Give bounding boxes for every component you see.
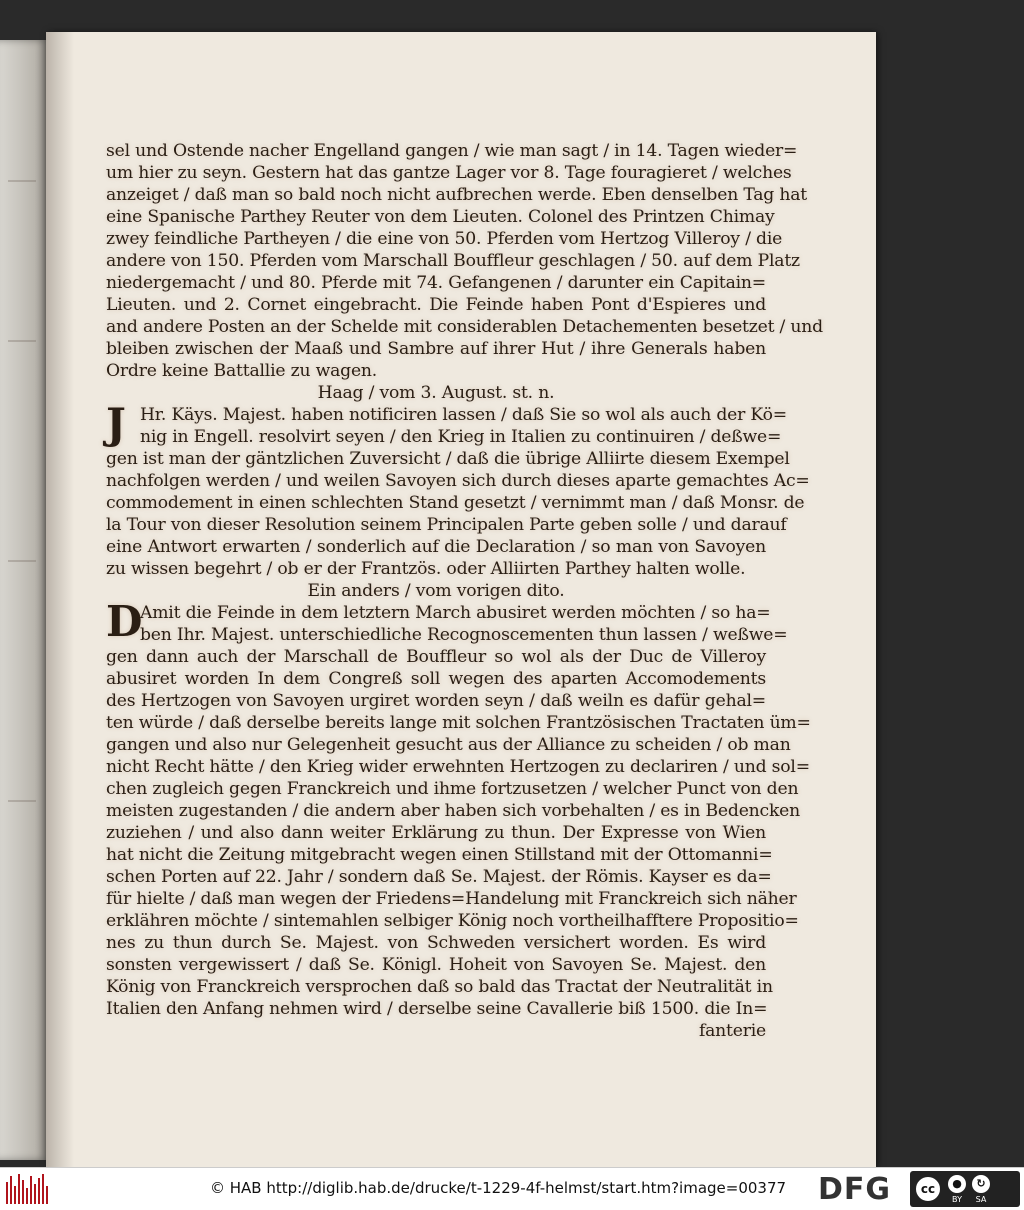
text-line: ben Ihr. Majest. unterschiedliche Recognoscementen thun lassen / weßwe= xyxy=(140,625,788,645)
edge-mark xyxy=(8,800,36,802)
text-line: ten würde / daß derselbe bereits lange mit solchen Frantzösischen Tractaten üm= xyxy=(106,713,811,733)
text-line: nes zu thun durch Se. Majest. von Schweden versichert worden. Es wird xyxy=(106,933,766,953)
text-line: hat nicht die Zeitung mitgebracht wegen einen Stillstand mit der Ottomanni= xyxy=(106,845,773,865)
text-line: des Hertzogen von Savoyen urgiret worden seyn / daß weiln es dafür gehal= xyxy=(106,691,766,711)
logo-bar xyxy=(22,1180,24,1204)
text-line: Hr. Käys. Majest. haben notificiren lassen / daß Sie so wol als auch der Kö= xyxy=(140,405,787,425)
logo-bar xyxy=(18,1174,20,1204)
text-line: gangen und also nur Gelegenheit gesucht aus der Alliance zu scheiden / ob man xyxy=(106,735,791,755)
text-line: zu wissen begehrt / ob er der Frantzös. oder Alliirten Parthey halten wolle. xyxy=(106,559,746,579)
source-url-link[interactable]: © HAB http://diglib.hab.de/drucke/t-1229-4f-helmst/start.htm?image=00377 xyxy=(210,1179,787,1197)
text-line: abusiret worden In dem Congreß soll wegen des aparten Accomodements xyxy=(106,669,766,689)
text-line: sel und Ostende nacher Engelland gangen / wie man sagt / in 14. Tagen wieder= xyxy=(106,141,798,161)
logo-bar xyxy=(42,1174,44,1204)
dfg-logo: DFG xyxy=(818,1172,892,1207)
text-line: erklähren möchte / sintemahlen selbiger König noch vortheilhafftere Propositio= xyxy=(106,911,799,931)
text-line: gen dann auch der Marschall de Boufflеur so wol als der Duc de Villeroy xyxy=(106,647,766,667)
text-line: chen zugleich gegen Franckreich und ihme fortzusetzen / welcher Punct von den xyxy=(106,779,799,799)
text-line: zwey feindliche Partheyen / die eine von 50. Pferden vom Hertzog Villeroy / die xyxy=(106,229,783,249)
text-line: la Tour von dieser Resolution seinem Principalen Parte geben solle / und darauf xyxy=(106,515,787,535)
drop-cap: D xyxy=(106,597,143,646)
dropcap-lines xyxy=(106,597,788,646)
book-edge-left xyxy=(0,40,50,1160)
section-anders-opening xyxy=(106,597,788,646)
section-heading-ein-anders: Ein anders / vom vorigen dito. xyxy=(307,581,565,601)
drop-cap: J xyxy=(106,399,126,448)
section-heading-haag: Haag / vom 3. August. st. n. xyxy=(317,383,555,403)
attribution-person-icon: ● xyxy=(948,1175,966,1193)
text-line: bleiben zwischen der Maaß und Sambre auf ihrer Hut / ihre Generals haben xyxy=(106,339,766,359)
binding-shadow xyxy=(46,32,74,1168)
text-line: um hier zu seyn. Gestern hat das gantze Lager vor 8. Tage fouragieret / welches xyxy=(106,163,792,183)
logo-bar xyxy=(6,1182,8,1204)
logo-bar xyxy=(26,1188,28,1204)
text-line: meisten zugestanden / die andern aber haben sich vorbehalten / es in Bedencken xyxy=(106,801,801,821)
text-line: commodement in einen schlechten Stand gesetzt / vernimmt man / daß Monsr. de xyxy=(106,493,805,513)
text-line: nicht Recht hätte / den Krieg wider erwehnten Hertzogen zu declariren / und sol= xyxy=(106,757,810,777)
text-line: niedergemacht / und 80. Pferde mit 74. Gefangenen / darunter ein Capitain= xyxy=(106,273,766,293)
text-line: zuziehen / und also dann weiter Erklärung zu thun. Der Expresse von Wien xyxy=(106,823,766,843)
text-line: gen ist man der gäntzlichen Zuversicht / daß die übrige Alliirte diesem Exempel xyxy=(106,449,790,469)
sa-label: SA xyxy=(975,1194,987,1204)
text-line: anzeiget / daß man so bald noch nicht aufbrechen werde. Eben denselben Tag hat xyxy=(106,185,807,205)
by-icon xyxy=(948,1175,966,1204)
text-line: König von Franckreich versprochen daß so bald das Tractat der Neutralität in xyxy=(106,977,773,997)
dropcap-lines xyxy=(106,399,787,448)
text-line: nig in Engell. resolvirt seyen / den Krieg in Italien zu continuiren / deßwe= xyxy=(140,427,782,447)
cc-license-badge[interactable] xyxy=(910,1171,1020,1207)
logo-bar xyxy=(46,1186,48,1204)
edge-mark xyxy=(8,560,36,562)
text-line: eine Spanische Parthey Reuter von dem Lieuten. Colonel des Printzen Chimay xyxy=(106,207,775,227)
sa-icon xyxy=(972,1175,990,1204)
logo-bar xyxy=(34,1184,36,1204)
text-line: nachfolgen werden / und weilen Savoyen sich durch dieses aparte gemachtes Ac= xyxy=(106,471,810,491)
footer-bar xyxy=(0,1167,1024,1210)
cc-icon: cc xyxy=(914,1175,942,1203)
text-line: andere von 150. Pferden vom Marschall Boufflеur geschlagen / 50. auf dem Platz xyxy=(106,251,800,271)
logo-bar xyxy=(38,1178,40,1204)
section-haag-opening xyxy=(106,399,787,448)
logo-bar xyxy=(10,1176,12,1204)
hab-logo-icon xyxy=(6,1174,48,1204)
text-line: sonsten vergewissert / daß Se. Königl. Hoheit von Savoyen Se. Majest. den xyxy=(106,955,766,975)
page-text-block xyxy=(106,140,823,1042)
section-anders-body xyxy=(106,646,811,1020)
text-line: Amit die Feinde in dem letztern March abusiret werden möchten / so ha= xyxy=(140,603,771,623)
text-line: schen Porten auf 22. Jahr / sondern daß Se. Majest. der Römis. Kayser es da= xyxy=(106,867,772,887)
by-label: BY xyxy=(952,1194,962,1204)
text-line: Italien den Anfang nehmen wird / derselbe seine Cavallerie biß 1500. die In= xyxy=(106,999,768,1019)
edge-mark xyxy=(8,180,36,182)
edge-mark xyxy=(8,340,36,342)
text-line: für hielte / daß man wegen der Friedens=Handelung mit Franckreich sich näher xyxy=(106,889,797,909)
catchword: fanterie xyxy=(698,1021,766,1041)
logo-bar xyxy=(30,1176,32,1204)
text-line: Lieuten. und 2. Cornet eingebracht. Die Feinde haben Pont d'Espieres und xyxy=(106,295,766,315)
share-alike-icon: ↻ xyxy=(972,1175,990,1193)
paragraph-continuation xyxy=(106,140,823,382)
section-haag-body xyxy=(106,448,810,580)
scanned-page xyxy=(46,32,876,1168)
logo-bar xyxy=(14,1186,16,1204)
text-line: and andere Posten an der Schelde mit considerablen Detachementen besetzet / und xyxy=(106,317,823,337)
text-line: Ordre keine Battallie zu wagen. xyxy=(106,361,378,381)
text-line: eine Antwort erwarten / sonderlich auf die Declaration / so man von Savoyen xyxy=(106,537,766,557)
